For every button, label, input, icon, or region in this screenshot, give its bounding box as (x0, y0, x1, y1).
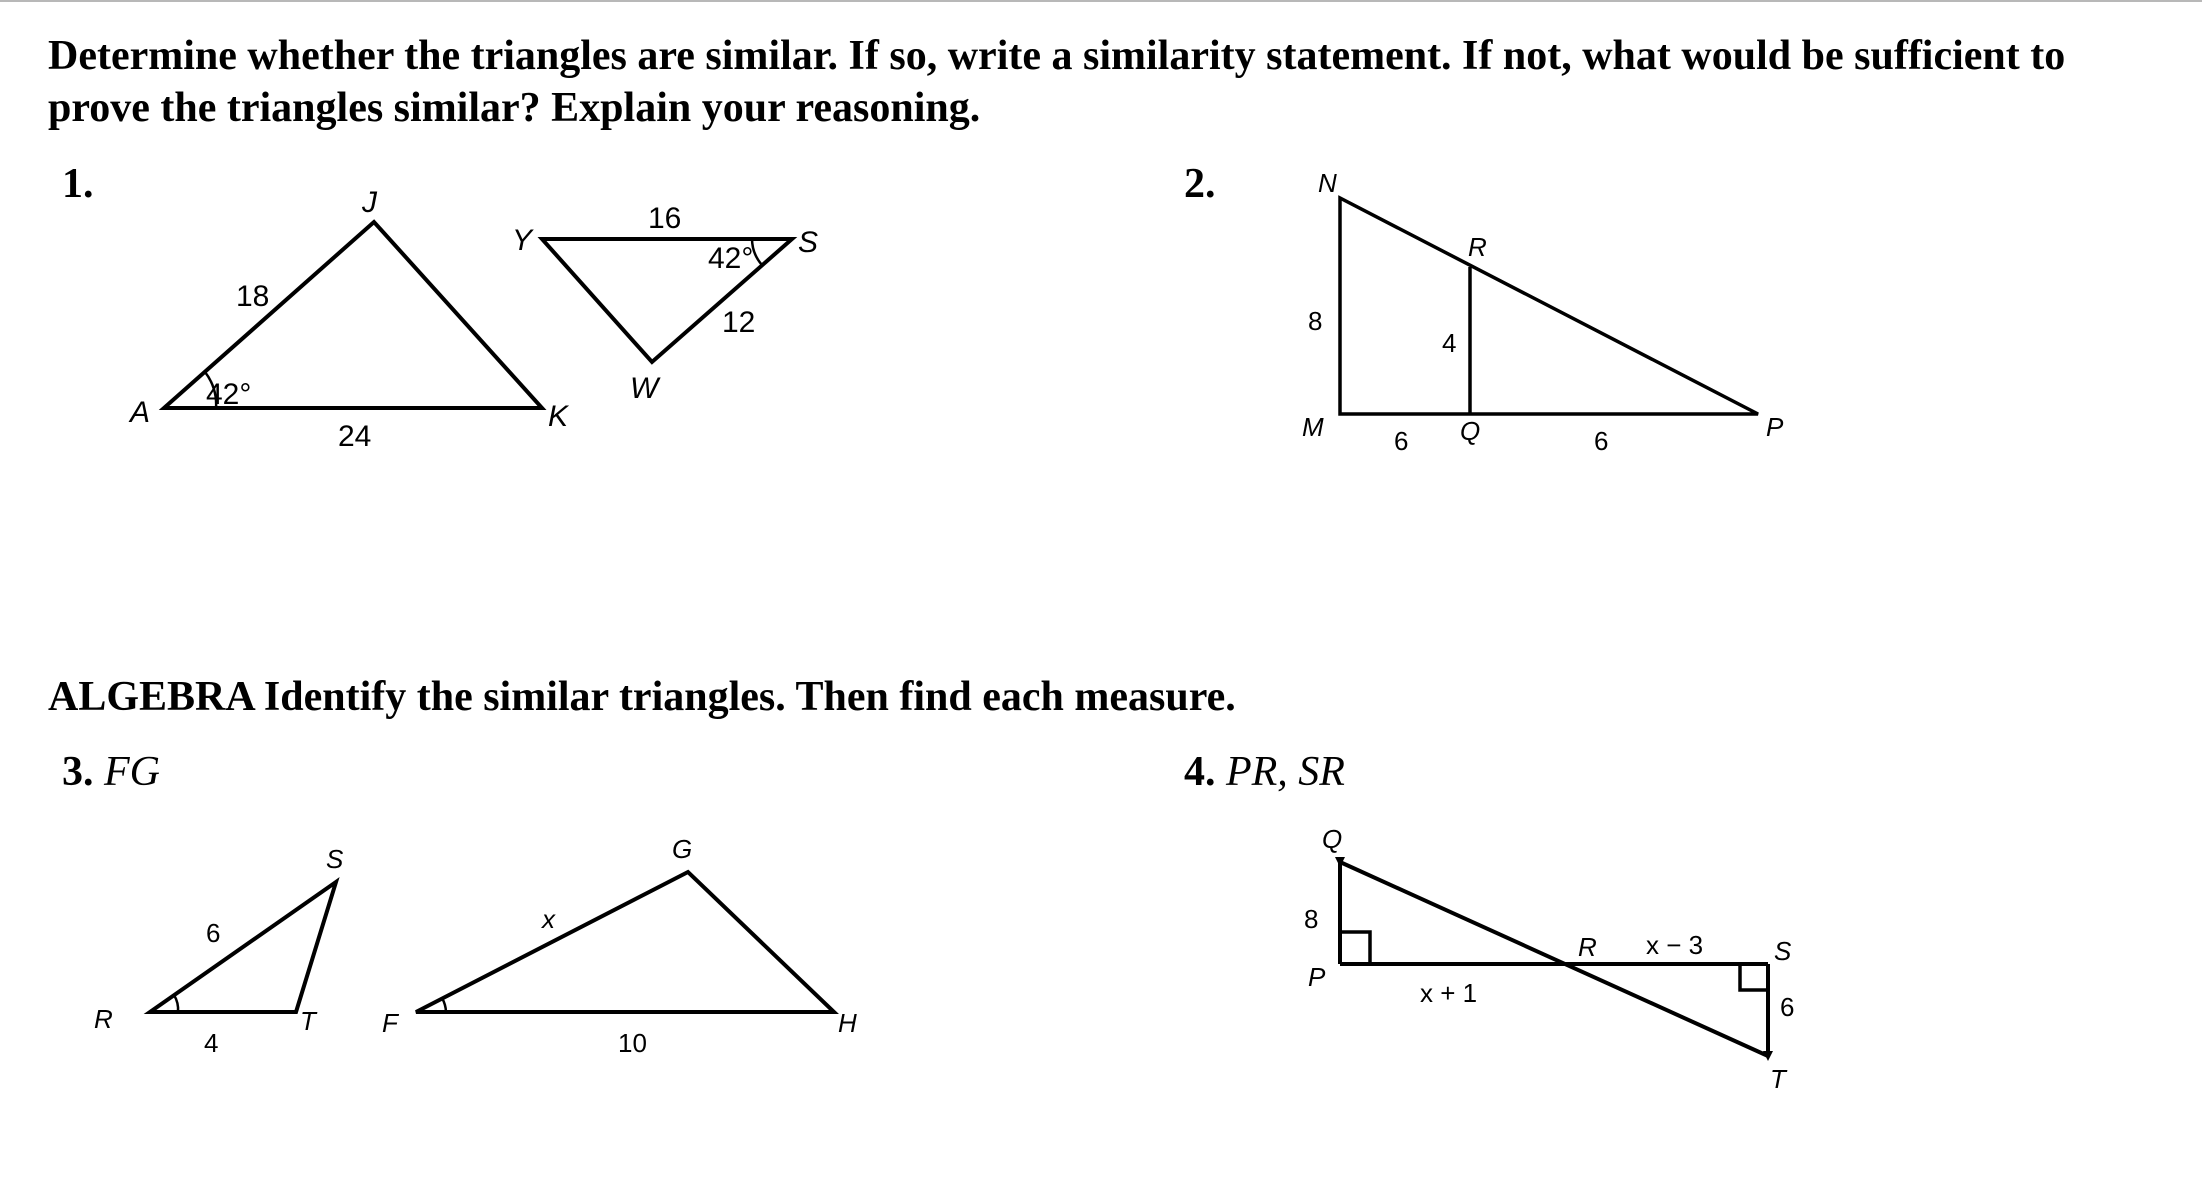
vertex-p-label: P (1766, 412, 1784, 442)
angle-f-arc (442, 998, 446, 1012)
side-ys-label: 16 (648, 202, 682, 235)
problem-1-figure (128, 186, 818, 453)
right-angle-p (1340, 932, 1370, 964)
problem-1-number: 1. (62, 161, 94, 207)
instructions-line-1: Determine whether the triangles are similar. If so, write a similarity statement. If not, what would be sufficient to (48, 33, 2066, 79)
side-nm-label: 8 (1308, 306, 1323, 336)
segment-qt (1340, 862, 1768, 1056)
angle-s-arc (752, 239, 762, 265)
vertex-r-label: R (1468, 232, 1487, 262)
vertex-m-label: M (1302, 412, 1324, 442)
vertex-r-label: R (94, 1004, 113, 1034)
vertex-f-label: F (382, 1008, 398, 1038)
vertex-s-label: S (326, 844, 344, 874)
side-sw-label: 12 (722, 306, 756, 339)
vertex-j-label: J (362, 186, 377, 219)
side-fg-label: x (542, 904, 555, 934)
problem-4-figure (1304, 824, 1794, 1094)
vertex-t-label: T (1770, 1064, 1786, 1094)
algebra-instruction: ALGEBRA Identify the similar triangles. Then find each measure. (48, 674, 1236, 720)
vertex-s-label: S (798, 226, 819, 259)
vertex-p-label: P (1308, 962, 1326, 992)
vertex-s-label: S (1774, 936, 1792, 966)
side-rt-label: 4 (204, 1028, 219, 1058)
side-rs-label: 6 (206, 918, 221, 948)
vertex-n-label: N (1318, 168, 1337, 198)
side-fh-label: 10 (618, 1028, 647, 1058)
triangle-nmp (1340, 198, 1758, 414)
vertex-k-label: K (548, 400, 569, 433)
side-ak-label: 24 (338, 420, 372, 453)
vertex-t-label: T (300, 1006, 316, 1036)
vertex-a-label: A (130, 396, 151, 429)
problem-4-number: 4. (1184, 749, 1216, 795)
side-rs-label: x − 3 (1646, 930, 1704, 960)
problem-3-number: 3. (62, 749, 94, 795)
problem-2-number: 2. (1184, 161, 1216, 207)
problem-3-figure (94, 834, 857, 1058)
side-rq-label: 4 (1442, 328, 1457, 358)
angle-a-label: 42° (206, 378, 252, 411)
angle-r-arc (174, 995, 178, 1012)
vertex-y-label: Y (512, 224, 533, 257)
triangle-gfh (416, 872, 834, 1012)
problem-4-prompt: PR, SR (1226, 749, 1345, 795)
side-qp-label: 6 (1594, 426, 1609, 456)
triangle-srt (150, 882, 336, 1012)
angle-s-label: 42° (708, 242, 754, 275)
side-qp-label: 8 (1304, 904, 1319, 934)
side-st-label: 6 (1780, 992, 1795, 1022)
side-mq-label: 6 (1394, 426, 1409, 456)
vertex-r-label: R (1578, 932, 1597, 962)
triangle-ysw (542, 239, 792, 362)
vertex-q-label: Q (1322, 824, 1343, 854)
vertex-w-label: W (630, 372, 659, 405)
vertex-h-label: H (838, 1008, 857, 1038)
problem-3-prompt: FG (104, 749, 160, 795)
vertex-q-label: Q (1460, 416, 1481, 446)
side-aj-label: 18 (236, 280, 270, 313)
instructions-line-2: prove the triangles similar? Explain your reasoning. (48, 85, 981, 131)
problem-2-figure (1302, 168, 1784, 456)
side-pr-label: x + 1 (1420, 978, 1478, 1008)
right-angle-s (1740, 964, 1768, 990)
vertex-g-label: G (672, 834, 693, 864)
